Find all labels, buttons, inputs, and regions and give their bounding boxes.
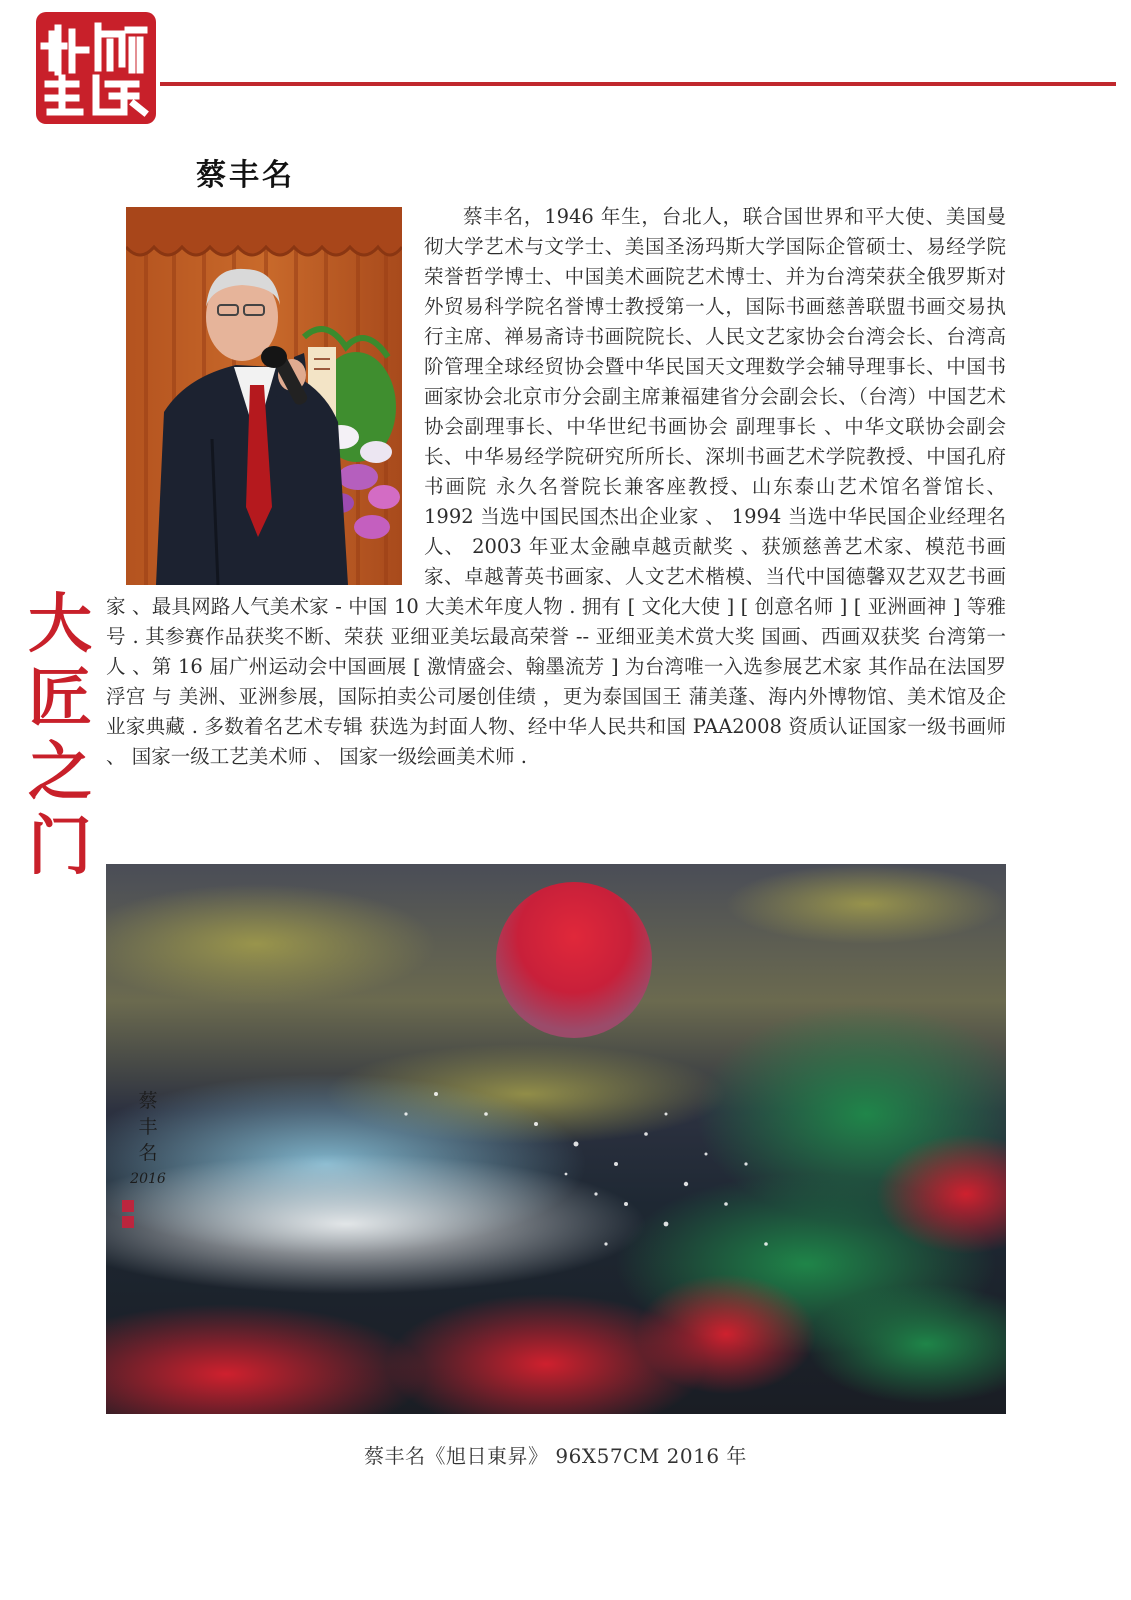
vertical-title-char: 匠 [28,661,92,736]
artist-bio [106,202,1006,772]
bio-float-spacer [106,202,424,588]
painting-signature [120,1088,176,1192]
header-rule [160,82,1116,86]
signature-char: 丰 [138,1116,158,1138]
painting-image [106,864,1006,1414]
vertical-title-char: 之 [28,735,92,810]
seal-logo [36,12,156,124]
artist-name: 蔡丰名 [196,158,295,193]
vertical-title-char: 大 [28,587,92,662]
painting-caption: 蔡丰名《旭日東昇》 96X57CM 2016 年 [364,1444,747,1468]
bio-text: 蔡丰名，1946 年生，台北人，联合国世界和平大使、美国曼彻大学艺术与文学士、美国圣汤玛斯大学国际企管硕士、易经学院 荣誉哲学博士、中国美术画院艺术博士、并为台湾荣获全俄罗斯对外贸易科学院名誉博士教授第一人，国际书画慈善联盟书画交易执行主席、禅易斋诗书画院院长、人民文艺家协会台湾会长、台湾高阶管理全球经贸协会暨中华民国天文理数学会辅导理事长、中国书画家协会北京市分会副主席兼福建省分会副会长、（台湾）中国艺术协会副理事长、中华世纪书画协会 副理事长 、中华文联协会副会长、中华易经学院研究所所长、深圳书画艺术学院教授、中国孔府书画院 永久名誉院长兼客座教授、山东泰山艺术馆名誉馆长、1992 当选中国民国杰出企业家 、 1994 当选中华民国企业经理名人、 2003 年亚太金融卓越贡献奖 、获颁慈善艺术家、模范书画家、卓越菁英书画家、人文艺术楷模、当代中国德馨双艺双艺书画家 、最具网路人气美术家 - 中国 10 大美术年度人物 . 拥有 [ 文化大使 ] [ 创意名师 ] [ 亚洲画神 ] 等雅号 . 其参赛作品获奖不断、荣获 亚细亚美坛最高荣誉 -- 亚细亚美术赏大奖 国画、西画双获奖 台湾第一人 、第 16 届广州运动会中国画展 [ 激情盛会、翰墨流芳 ] 为台湾唯一入选参展艺术家 其作品在法国罗浮宫 与 美洲、亚洲参展，国际拍卖公司屡创佳绩 ，更为泰国国王 蒲美蓬、海内外博物馆、美术馆及企业家典藏 . 多数着名艺术专辑 获选为封面人物、经中华人民共和国 PAA2008 资质认证国家一级书画师 、 国家一级工艺美术师 、 国家一级绘画美术师 . [106,205,1006,768]
signature-char: 名 [138,1142,158,1164]
vertical-title [24,588,96,884]
signature-year: 2016 [130,1171,166,1187]
signature-char: 蔡 [138,1090,158,1112]
vertical-title-char: 门 [28,809,92,884]
